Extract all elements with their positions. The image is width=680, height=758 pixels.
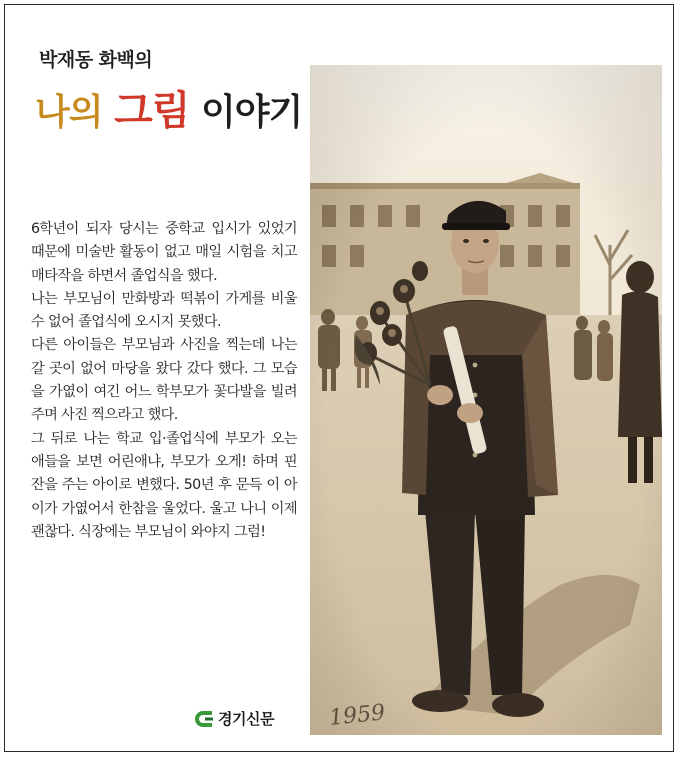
story-paragraph: 그 뒤로 나는 학교 입·졸업식에 부모가 오는 애들을 보면 어린애냐, 부모가 오게! 하며 핀잔을 주는 아이로 변했다. 50년 후 문득 이 아이가 가엾어서 한참을 울었다. 울고 나니 이제 괜찮다. 식장에는 부모님이 와야지 그럼! <box>31 430 297 540</box>
column-title <box>35 89 302 134</box>
story-paragraph: 다른 아이들은 부모님과 사진을 찍는데 나는 갈 곳이 없어 마당을 왔다 갔다 했다. 그 모습을 가엾이 여긴 어느 학부모가 꽃다발을 빌려 주며 사진 찍으라고 했다. <box>31 337 297 424</box>
newspaper-logo-name: 경기신문 <box>218 710 274 728</box>
graduation-photo <box>310 65 662 735</box>
article-frame <box>4 4 674 752</box>
newspaper-logo-icon <box>192 710 214 728</box>
newspaper-logo <box>192 708 274 729</box>
story-text <box>31 218 297 544</box>
series-title: 박재동 화백의 <box>39 49 153 71</box>
title-word-drawing: 그림 <box>114 87 190 134</box>
title-word-my: 나의 <box>35 91 103 133</box>
title-word-story: 이야기 <box>200 91 303 133</box>
story-paragraph: 나는 부모님이 만화방과 떡볶이 가게를 비울 수 없어 졸업식에 오시지 못했다. <box>31 290 297 331</box>
story-paragraph: 6학년이 되자 당시는 중학교 입시가 있었기 때문에 미술반 활동이 없고 매일 시험을 치고 매타작을 하면서 졸업식을 했다. <box>31 221 297 284</box>
